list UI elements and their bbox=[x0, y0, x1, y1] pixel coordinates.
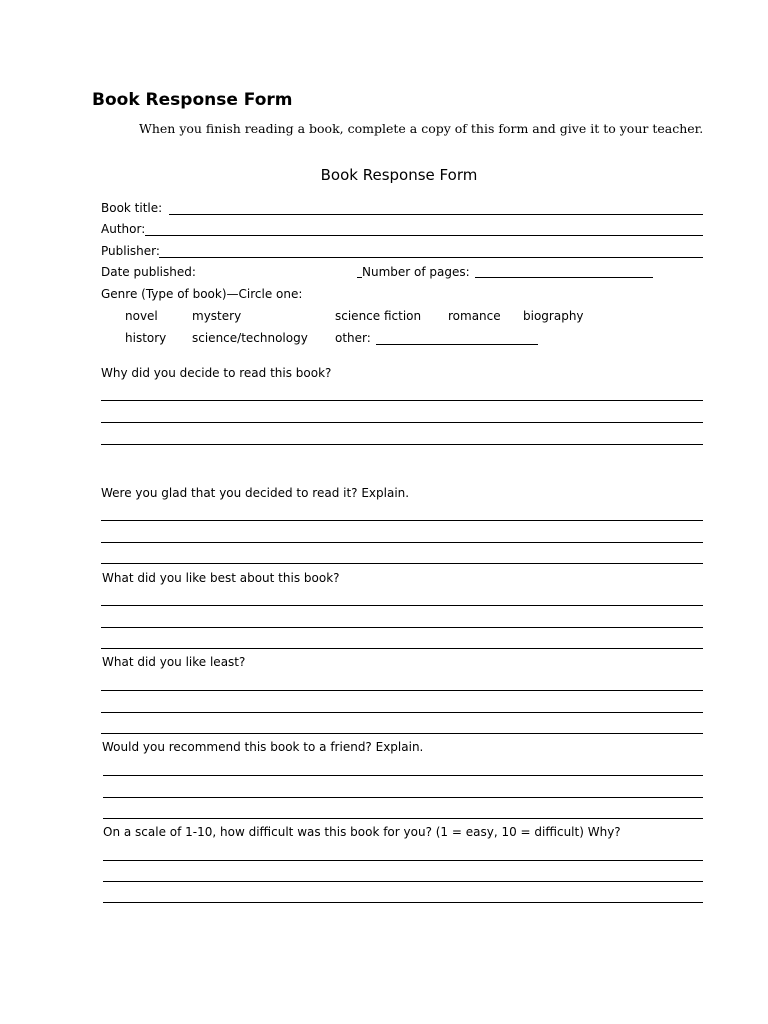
answer-line[interactable] bbox=[101, 422, 703, 423]
answer-line[interactable] bbox=[101, 690, 703, 691]
answer-line[interactable] bbox=[101, 712, 703, 713]
book-title-line[interactable] bbox=[169, 214, 703, 215]
document-title: Book Response Form bbox=[92, 90, 293, 110]
genre-option[interactable]: history bbox=[125, 331, 167, 345]
answer-line[interactable] bbox=[101, 605, 703, 606]
number-of-pages-line[interactable] bbox=[475, 277, 653, 278]
form-heading: Book Response Form bbox=[320, 166, 478, 184]
genre-option[interactable]: romance bbox=[448, 309, 501, 323]
answer-line[interactable] bbox=[101, 627, 703, 628]
number-of-pages-label: Number of pages: bbox=[362, 265, 470, 279]
answer-line[interactable] bbox=[103, 902, 703, 903]
answer-line[interactable] bbox=[101, 520, 703, 521]
genre-other-label: other: bbox=[335, 331, 371, 345]
date-published-label: Date published: bbox=[101, 265, 196, 279]
answer-line[interactable] bbox=[101, 542, 703, 543]
genre-option[interactable]: mystery bbox=[192, 309, 242, 323]
answer-line[interactable] bbox=[101, 648, 703, 649]
answer-line[interactable] bbox=[101, 400, 703, 401]
answer-line[interactable] bbox=[101, 563, 703, 564]
question-4: What did you like least? bbox=[102, 655, 246, 669]
intro-instructions: When you finish reading a book, complete a copy of this form and give it to your teacher. bbox=[139, 121, 704, 136]
genre-other-line[interactable] bbox=[376, 344, 538, 345]
answer-line[interactable] bbox=[101, 733, 703, 734]
question-2: Were you glad that you decided to read it? Explain. bbox=[101, 486, 410, 500]
genre-option[interactable]: biography bbox=[523, 309, 584, 323]
question-1: Why did you decide to read this book? bbox=[101, 366, 332, 380]
author-label: Author: bbox=[101, 222, 146, 236]
answer-line[interactable] bbox=[103, 775, 703, 776]
book-title-label: Book title: bbox=[101, 201, 163, 215]
genre-label: Genre (Type of book)—Circle one: bbox=[101, 287, 303, 301]
publisher-label: Publisher: bbox=[101, 244, 160, 258]
answer-line[interactable] bbox=[103, 860, 703, 861]
question-6: On a scale of 1-10, how difficult was this book for you? (1 = easy, 10 = difficult) Why? bbox=[103, 825, 621, 839]
question-5: Would you recommend this book to a friend? Explain. bbox=[102, 740, 424, 754]
genre-option[interactable]: science/technology bbox=[192, 331, 308, 345]
answer-line[interactable] bbox=[101, 444, 703, 445]
publisher-line[interactable] bbox=[159, 257, 703, 258]
answer-line[interactable] bbox=[103, 881, 703, 882]
answer-line[interactable] bbox=[103, 797, 703, 798]
genre-option[interactable]: novel bbox=[125, 309, 158, 323]
question-3: What did you like best about this book? bbox=[102, 571, 340, 585]
answer-line[interactable] bbox=[103, 818, 703, 819]
genre-option[interactable]: science fiction bbox=[335, 309, 422, 323]
author-line[interactable] bbox=[145, 235, 703, 236]
